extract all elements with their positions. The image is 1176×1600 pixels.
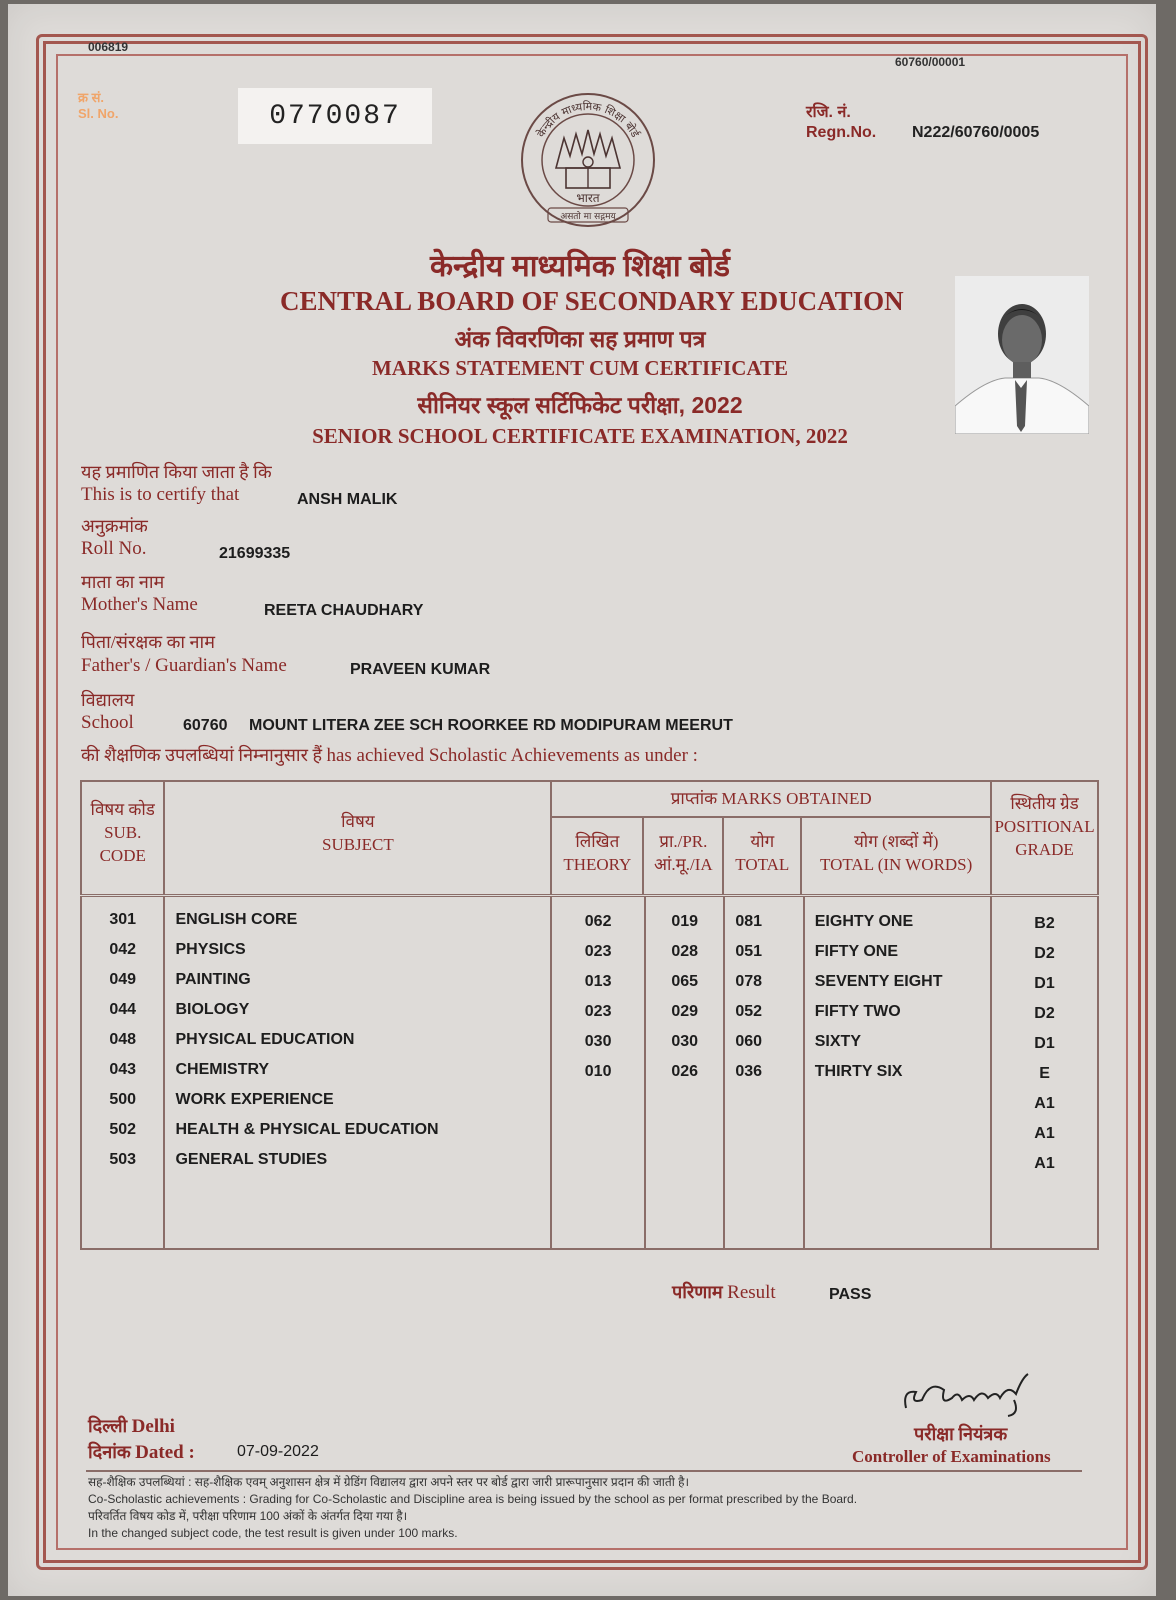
row-theory: 010 xyxy=(584,1063,612,1080)
row-pr xyxy=(646,1087,723,1117)
theory-column xyxy=(551,896,645,1250)
row-pr: 030 xyxy=(671,1033,699,1050)
row-grade: D2 xyxy=(1034,1005,1055,1022)
candidate-name: ANSH MALIK xyxy=(297,491,398,508)
row-total: 060 xyxy=(735,1033,763,1050)
row-pr: 028 xyxy=(671,943,699,960)
row-subject: HEALTH & PHYSICAL EDUCATION xyxy=(175,1121,439,1138)
regn-number: N222/60760/0005 xyxy=(912,124,1040,141)
certify-label-hindi: यह प्रमाणित किया जाता है कि xyxy=(81,462,272,482)
marks-obtained-header: प्राप्तांक MARKS OBTAINED लिखित THEORY प्रा./PR. आं.मू./IA योग TOTAL योग (शब्दों में) TOTAL (IN WORDS) xyxy=(551,781,991,896)
father-label: Father's / Guardian's Name xyxy=(81,655,287,676)
row-code: 042 xyxy=(109,941,137,958)
row-theory: 023 xyxy=(584,943,612,960)
row-total: 036 xyxy=(735,1063,763,1080)
row-words xyxy=(815,1117,990,1147)
row-theory: 023 xyxy=(584,1003,612,1020)
row-grade: E xyxy=(1039,1065,1050,1082)
col-words-header: योग (शब्दों में) TOTAL (IN WORDS) xyxy=(820,832,973,874)
col-theory-header: लिखित THEORY xyxy=(552,818,644,894)
issue-date: 07-09-2022 xyxy=(237,1443,319,1460)
exam-title-hindi: सीनियर स्कूल सर्टिफिकेट परीक्षा, 2022 xyxy=(417,392,743,418)
row-grade: A1 xyxy=(1034,1125,1055,1142)
row-pr xyxy=(646,1147,723,1177)
emblem-motto: असतो मा सद्गमय xyxy=(560,212,616,222)
regn-label-hindi: रजि. नं. xyxy=(806,104,851,121)
row-words: FIFTY ONE xyxy=(814,943,899,960)
row-theory xyxy=(552,1117,644,1147)
roll-label: Roll No. xyxy=(81,538,147,559)
row-pr: 026 xyxy=(671,1063,699,1080)
row-words: SIXTY xyxy=(814,1033,861,1050)
words-column xyxy=(804,896,991,1250)
row-code: 043 xyxy=(109,1061,137,1078)
emblem-bottom-text: भारत xyxy=(576,191,600,205)
candidate-photo xyxy=(955,276,1089,434)
code-column xyxy=(81,896,164,1250)
mother-label: Mother's Name xyxy=(81,594,198,615)
row-subject: BIOLOGY xyxy=(175,1001,250,1018)
exam-title: SENIOR SCHOOL CERTIFICATE EXAMINATION, 2022 xyxy=(312,424,848,448)
dated-label: दिनांक Dated : xyxy=(88,1442,195,1463)
row-grade: D1 xyxy=(1034,975,1055,992)
top-left-number: 006819 xyxy=(88,40,129,54)
row-subject: PHYSICAL EDUCATION xyxy=(175,1031,355,1048)
row-pr: 029 xyxy=(671,1003,699,1020)
top-right-number: 60760/00001 xyxy=(895,55,966,69)
roll-label-hindi: अनुक्रमांक xyxy=(81,516,148,536)
row-total xyxy=(735,1117,802,1147)
result-line: परिणाम Result xyxy=(672,1282,776,1303)
row-subject: PHYSICS xyxy=(175,941,246,958)
row-code: 301 xyxy=(109,911,137,928)
regn-label: Regn.No. xyxy=(806,124,877,141)
father-name: PRAVEEN KUMAR xyxy=(350,661,491,678)
row-code: 044 xyxy=(109,1001,137,1018)
row-words: FIFTY TWO xyxy=(814,1003,901,1020)
row-grade: A1 xyxy=(1034,1095,1055,1112)
row-theory: 030 xyxy=(584,1033,612,1050)
row-grade: D2 xyxy=(1034,945,1055,962)
row-code: 503 xyxy=(109,1151,137,1168)
row-subject: ENGLISH CORE xyxy=(175,911,298,928)
footer-divider xyxy=(86,1470,1082,1472)
col-total-header: योग TOTAL xyxy=(724,818,802,894)
grade-column xyxy=(991,896,1098,1250)
subject-column xyxy=(164,896,551,1250)
row-theory: 062 xyxy=(584,913,612,930)
achievements-line: की शैक्षणिक उपलब्धियां निम्नानुसार हैं has achieved Scholastic Achievements as under : xyxy=(81,745,698,766)
row-pr: 065 xyxy=(671,973,699,990)
serial-label: क्र सं. Sl. No. xyxy=(78,90,119,121)
row-total: 051 xyxy=(735,943,763,960)
school-name: MOUNT LITERA ZEE SCH ROORKEE RD MODIPURAM MEERUT xyxy=(249,717,733,734)
col-grade-header: स्थितीय ग्रेड POSITIONAL GRADE xyxy=(991,781,1098,896)
row-total xyxy=(735,1147,802,1177)
row-total: 081 xyxy=(735,913,763,930)
mother-label-hindi: माता का नाम xyxy=(81,572,165,592)
controller-label-hindi: परीक्षा नियंत्रक xyxy=(914,1424,1008,1444)
place: दिल्ली Delhi xyxy=(88,1416,175,1437)
row-subject: GENERAL STUDIES xyxy=(175,1151,328,1168)
row-pr xyxy=(646,1117,723,1147)
school-label: School xyxy=(81,712,134,733)
col-practical-header: प्रा./PR. आं.मू./IA xyxy=(644,818,724,894)
school-code: 60760 xyxy=(183,717,228,734)
row-subject: WORK EXPERIENCE xyxy=(175,1091,334,1108)
row-pr: 019 xyxy=(671,913,699,930)
row-words xyxy=(815,1087,990,1117)
row-theory: 013 xyxy=(584,973,612,990)
row-code: 500 xyxy=(109,1091,137,1108)
board-title: CENTRAL BOARD OF SECONDARY EDUCATION xyxy=(280,286,904,316)
footer-notes: सह-शैक्षिक उपलब्धियां : सह-शैक्षिक एवम् अनुशासन क्षेत्र में ग्रेडिंग विद्यालय द्वारा अपने स्तर पर बोर्ड द्वारा जारी प्रारूपानुसार प्रदान की जाती है। Co-Scholastic achievements : Grading for Co-Scholastic and Discipline area is being issued by the school as per format prescribed by the Board. परिवर्तित विषय कोड में, परीक्षा परिणाम 100 अंकों के अंतर्गत दिया गया है। In the changed subject code, the test result is given under 100 marks. xyxy=(88,1475,858,1540)
row-grade: D1 xyxy=(1034,1035,1055,1052)
certify-label: This is to certify that xyxy=(81,484,240,505)
signature-image xyxy=(900,1370,1040,1420)
row-theory xyxy=(552,1147,644,1177)
row-code: 048 xyxy=(109,1031,137,1048)
row-grade: B2 xyxy=(1034,915,1055,932)
row-theory xyxy=(552,1087,644,1117)
roll-number: 21699335 xyxy=(219,545,291,562)
total-column xyxy=(724,896,803,1250)
col-code-header: विषय कोड SUB. CODE xyxy=(81,781,164,896)
controller-label: Controller of Examinations xyxy=(852,1447,1051,1466)
row-words: SEVENTY EIGHT xyxy=(814,973,943,990)
marks-table xyxy=(80,780,1099,1250)
row-total xyxy=(735,1087,802,1117)
doc-title-hindi: अंक विवरणिका सह प्रमाण पत्र xyxy=(454,326,706,352)
row-code: 502 xyxy=(109,1121,137,1138)
col-subject-header: विषय SUBJECT xyxy=(164,781,551,896)
row-grade: A1 xyxy=(1034,1155,1055,1172)
father-label-hindi: पिता/संरक्षक का नाम xyxy=(81,632,215,652)
row-code: 049 xyxy=(109,971,137,988)
row-total: 078 xyxy=(735,973,763,990)
row-subject: CHEMISTRY xyxy=(175,1061,270,1078)
emblem-ring-text: केन्द्रीय माध्यमिक शिक्षा बोर्ड xyxy=(534,99,642,140)
school-label-hindi: विद्यालय xyxy=(81,690,135,710)
result-value: PASS xyxy=(829,1286,872,1303)
board-title-hindi: केन्द्रीय माध्यमिक शिक्षा बोर्ड xyxy=(430,250,730,283)
row-words: THIRTY SIX xyxy=(814,1063,903,1080)
row-subject: PAINTING xyxy=(175,971,251,988)
practical-column xyxy=(645,896,724,1250)
serial-number: 0770087 xyxy=(238,88,432,144)
row-words: EIGHTY ONE xyxy=(814,913,914,930)
cbse-emblem-icon xyxy=(518,90,658,230)
mother-name: REETA CHAUDHARY xyxy=(264,602,424,619)
row-total: 052 xyxy=(735,1003,763,1020)
doc-title: MARKS STATEMENT CUM CERTIFICATE xyxy=(371,356,788,380)
row-words xyxy=(815,1147,990,1177)
